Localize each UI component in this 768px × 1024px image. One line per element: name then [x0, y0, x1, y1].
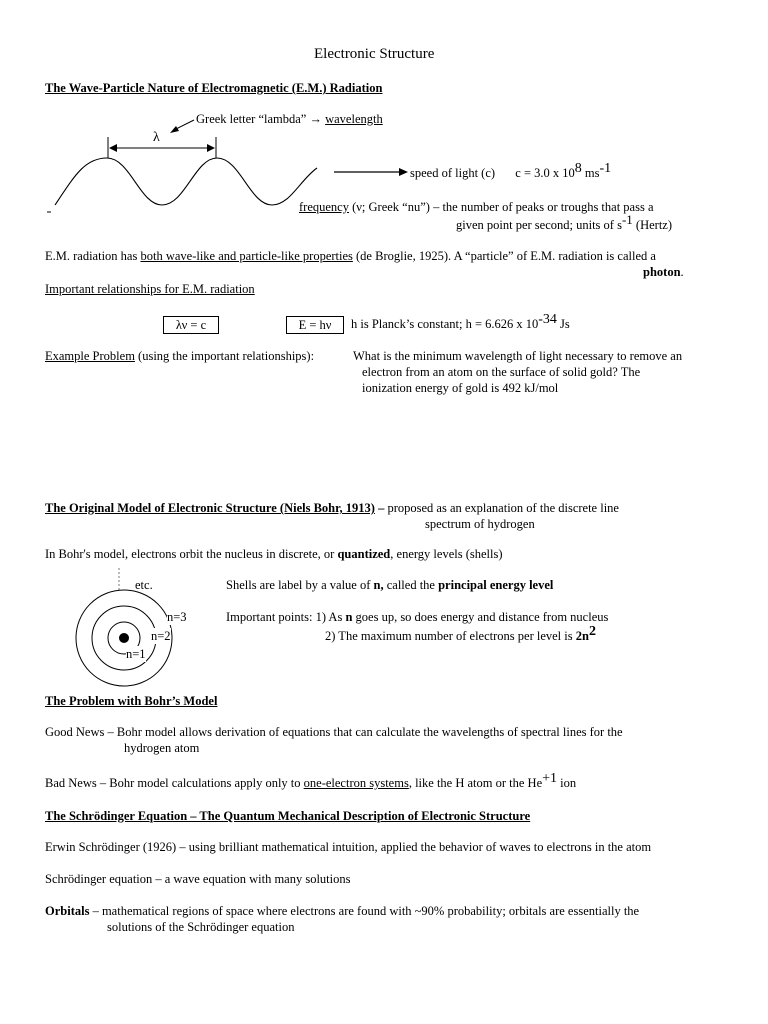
- orbitals-line2: solutions of the Schrödinger equation: [107, 920, 295, 934]
- relationships-heading: Important relationships for E.M. radiation: [45, 282, 255, 296]
- important-point-2: [325, 623, 596, 644]
- schrodinger-equation-line: Schrödinger equation – a wave equation with many solutions: [45, 872, 351, 886]
- one-electron-systems: one-electron systems: [303, 776, 409, 790]
- erwin-line: Erwin Schrödinger (1926) – using brilliant mathematical intuition, applied the behavior of waves to electrons in the atom: [45, 840, 652, 854]
- em-text2: (de Broglie, 1925). A “particle” of E.M. radiation is called a: [352, 249, 656, 263]
- point1-pre: Important points: 1) As: [226, 610, 346, 624]
- shell-label-n3: n=3: [167, 610, 187, 624]
- orbitals-line1: [45, 903, 639, 919]
- planck-exp: -34: [538, 311, 557, 327]
- bohr-heading-dash: –: [374, 501, 385, 515]
- example-question-line3: ionization energy of gold is 492 kJ/mol: [362, 381, 559, 395]
- shells-statement: [226, 577, 553, 593]
- bad-news-line: [45, 770, 577, 791]
- page-title: Electronic Structure: [314, 46, 435, 62]
- bohr-heading: The Original Model of Electronic Structure (Niels Bohr, 1913): [45, 501, 375, 515]
- point1-n: n: [345, 610, 353, 624]
- photon-period: .: [680, 265, 684, 279]
- equation-lambda-nu: λν = c: [163, 316, 219, 334]
- wavelength-term: wavelength: [325, 112, 383, 126]
- equation-energy: E = hν: [286, 316, 344, 334]
- example-question-line1: What is the minimum wavelength of light necessary to remove an: [353, 349, 683, 363]
- bohr-model-pre: In Bohr's model, electrons orbit the nucleus in discrete, or: [45, 547, 338, 561]
- section-heading-wave-particle: The Wave-Particle Nature of Electromagnetic (E.M.) Radiation: [45, 81, 383, 95]
- point2-pre: 2) The maximum number of electrons per level is: [325, 629, 576, 643]
- shell-label-n1: n=1: [126, 647, 146, 661]
- photon-term: photon: [643, 265, 681, 279]
- shell-label-n2: n=2: [151, 629, 171, 643]
- planck-text: h is Planck’s constant; h = 6.626 x 10: [351, 317, 539, 331]
- shells-mid: called the: [383, 578, 439, 592]
- frequency-exp: -1: [621, 211, 633, 227]
- point2-exp: 2: [588, 623, 596, 639]
- principal-energy-level: principal energy level: [438, 578, 554, 592]
- shells-pre: Shells are label by a value of: [226, 578, 374, 592]
- point1-post: goes up, so does energy and distance from nucleus: [352, 610, 609, 624]
- important-point-1: [226, 609, 608, 625]
- frequency-def1: (ν; Greek “nu”) – the number of peaks or troughs that pass a: [348, 200, 654, 214]
- bohr-problem-heading: The Problem with Bohr’s Model: [45, 694, 218, 708]
- etc-label: etc.: [135, 578, 153, 592]
- speed-exp: 8: [574, 160, 582, 176]
- example-question-line2: electron from an atom on the surface of solid gold? The: [362, 365, 641, 379]
- example-label-post: (using the important relationships):: [134, 349, 315, 363]
- bad-news-mid: , like the H atom or the He: [408, 776, 543, 790]
- frequency-def2: given point per second; units of s: [456, 218, 622, 232]
- schrodinger-heading: The Schrödinger Equation – The Quantum Mechanical Description of Electronic Structure: [45, 809, 531, 823]
- quantized-term: quantized: [337, 547, 391, 561]
- frequency-def2-post: (Hertz): [632, 218, 673, 232]
- speed-label: speed of light (c): [410, 166, 496, 180]
- example-label: Example Problem: [45, 349, 135, 363]
- speed-unit-exp: -1: [599, 160, 612, 176]
- lambda-symbol: λ: [153, 130, 160, 145]
- nucleus: [119, 633, 129, 643]
- orbitals-def1: – mathematical regions of space where electrons are found with ~90% probability; orbitals are essentially the: [89, 904, 640, 918]
- bad-news-pre: Bad News – Bohr model calculations apply only to: [45, 776, 304, 790]
- point2-formula: 2n: [575, 629, 589, 643]
- em-text1: E.M. radiation has: [45, 249, 141, 263]
- bohr-model-post: , energy levels (shells): [390, 547, 503, 561]
- good-news-line2: hydrogen atom: [124, 741, 200, 755]
- bohr-desc-line2: spectrum of hydrogen: [425, 517, 535, 531]
- speed-eq: c = 3.0 x 10: [515, 166, 575, 180]
- good-news-line1: Good News – Bohr model allows derivation of equations that can calculate the wavelengths of spectral lines for the: [45, 725, 623, 739]
- planck-unit: Js: [556, 317, 570, 331]
- shells-n: n,: [373, 578, 384, 592]
- he-charge: +1: [542, 770, 558, 786]
- orbitals-term: Orbitals: [45, 904, 90, 918]
- bohr-desc1: proposed as an explanation of the discrete line: [384, 501, 619, 515]
- bad-news-post: ion: [557, 776, 577, 790]
- lambda-note-text: Greek letter “lambda” →: [196, 112, 326, 126]
- speed-unit: ms: [581, 166, 600, 180]
- em-properties: both wave-like and particle-like properties: [140, 249, 353, 263]
- frequency-term: frequency: [299, 200, 349, 214]
